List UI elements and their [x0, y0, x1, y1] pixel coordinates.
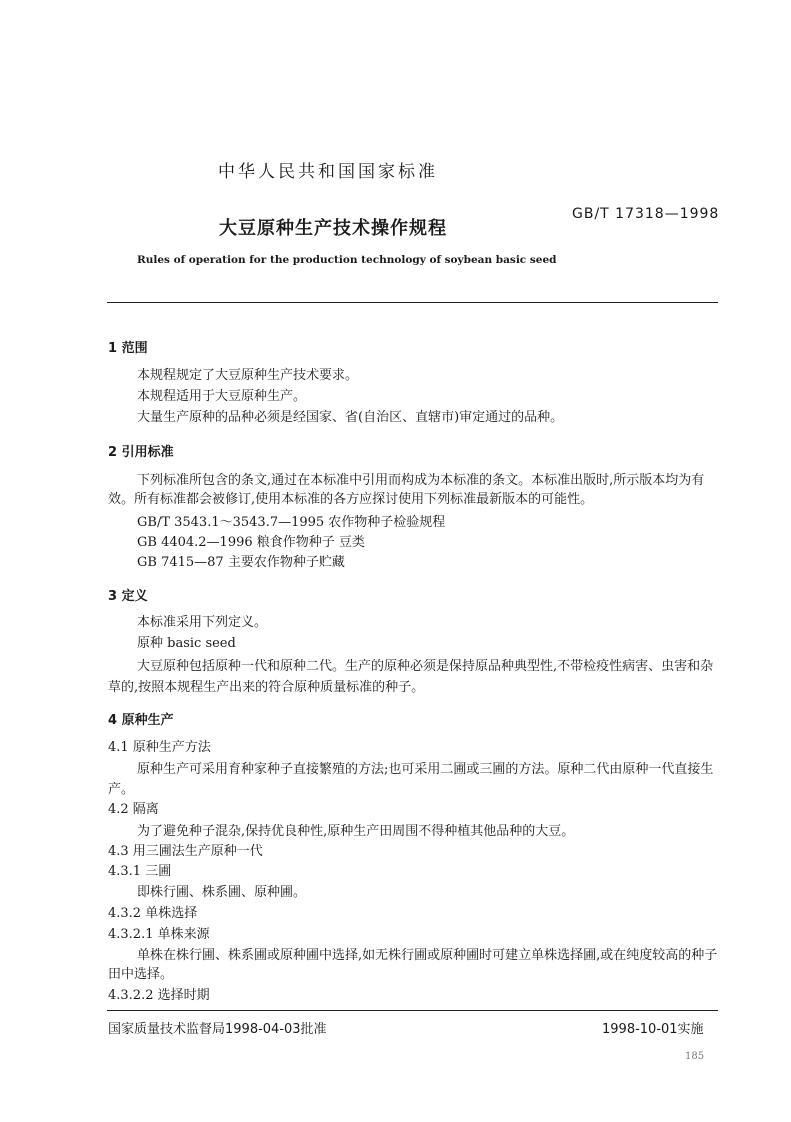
section-1-line-3: 大量生产原种的品种必须是经国家、省(自治区、直辖市)审定通过的品种。	[137, 410, 564, 425]
document-title: 大豆原种生产技术操作规程	[219, 218, 447, 239]
clause-4-1-heading: 4.1 原种生产方法	[108, 740, 211, 755]
clause-4-3-2-1-paragraph: 单株在株行圃、株系圃或原种圃中选择,如无株行圃或原种圃时可建立单株选择圃,或在纯度较高的种子田中选择。	[108, 948, 718, 982]
section-3-heading: 3 定义	[108, 589, 148, 604]
effective-date: 1998-10-01实施	[602, 1022, 704, 1037]
document-title-english: Rules of operation for the production technology of soybean basic seed	[137, 254, 557, 266]
section-1-line-1: 本规程规定了大豆原种生产技术要求。	[137, 368, 359, 383]
section-1-heading: 1 范围	[108, 341, 148, 356]
section-4-heading: 4 原种生产	[108, 713, 174, 728]
section-1-line-2: 本规程适用于大豆原种生产。	[137, 389, 307, 404]
reference-2: GB 4404.2—1996 粮食作物种子 豆类	[137, 535, 365, 550]
section-2-paragraph: 下列标准所包含的条文,通过在本标准中引用而构成为本标准的条文。本标准出版时,所示版本均为有效。所有标准都会被修订,使用本标准的各方应探讨使用下列标准最新版本的可能性。	[108, 473, 705, 507]
standard-code: GB/T 17318—1998	[572, 206, 720, 222]
issued-approval: 国家质量技术监督局1998-04-03批准	[108, 1022, 327, 1037]
clause-4-2-paragraph: 为了避免种子混杂,保持优良种性,原种生产田周围不得种植其他品种的大豆。	[137, 824, 575, 839]
clause-4-1-paragraph: 原种生产可采用育种家种子直接繁殖的方法;也可采用二圃或三圃的方法。原种二代由原种一代直接生产。	[108, 762, 714, 797]
clause-4-3-2-heading: 4.3.2 单株选择	[108, 906, 198, 921]
section-3-line-1: 本标准采用下列定义。	[137, 615, 268, 630]
header-divider	[107, 302, 718, 303]
section-3-paragraph: 大豆原种包括原种一代和原种二代。生产的原种必须是保持原品种典型性,不带检疫性病害、虫害和杂草的,按照本规程生产出来的符合原种质量标准的种子。	[108, 659, 714, 695]
clause-4-3-2-2-heading: 4.3.2.2 选择时期	[108, 988, 210, 1003]
section-3-definition-term: 原种 basic seed	[137, 636, 236, 651]
clause-4-2-heading: 4.2 隔离	[108, 802, 159, 817]
clause-4-3-1-heading: 4.3.1 三圃	[108, 864, 172, 879]
footer-divider	[107, 1010, 718, 1011]
clause-4-3-2-1-heading: 4.3.2.1 单株来源	[108, 927, 210, 942]
reference-1: GB/T 3543.1～3543.7—1995 农作物种子检验规程	[137, 515, 446, 530]
reference-3: GB 7415—87 主要农作物种子贮藏	[137, 555, 345, 570]
clause-4-3-1-paragraph: 即株行圃、株系圃、原种圃。	[137, 885, 307, 900]
national-standard-heading: 中华人民共和国国家标准	[218, 162, 438, 182]
page-number: 185	[685, 1051, 705, 1062]
section-2-heading: 2 引用标准	[108, 445, 174, 460]
clause-4-3-heading: 4.3 用三圃法生产原种一代	[108, 844, 263, 859]
